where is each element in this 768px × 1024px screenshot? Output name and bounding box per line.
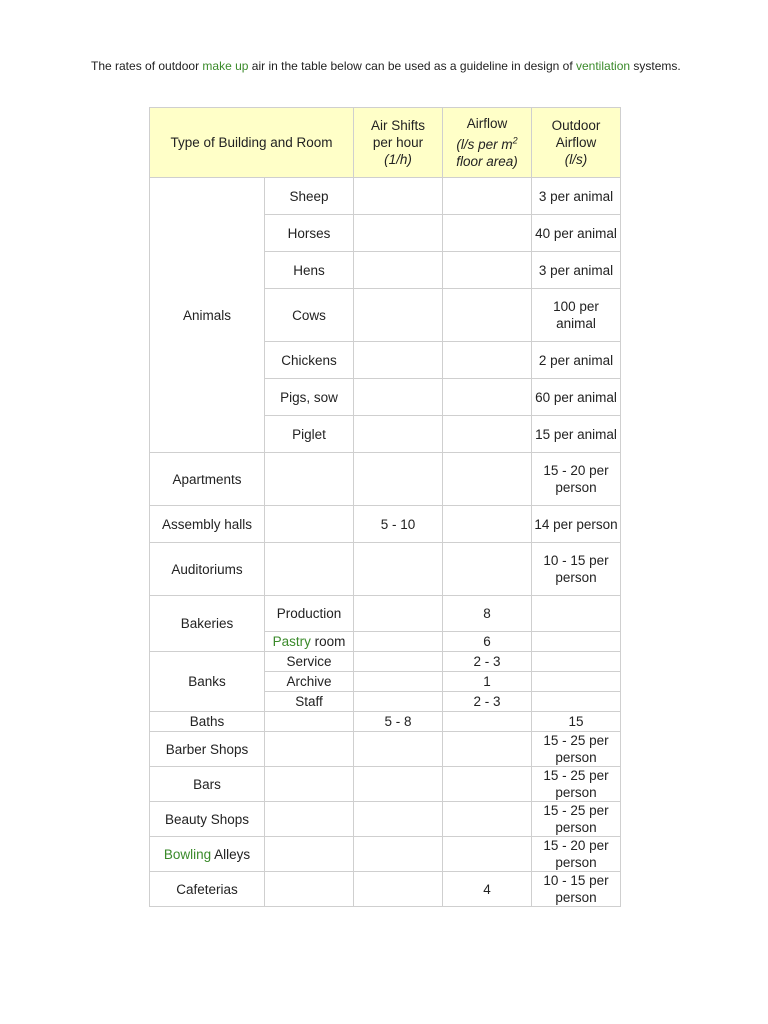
intro-text-2: air in the table below can be used as a guideline in design of (248, 59, 576, 73)
air-shifts-cell (354, 596, 443, 632)
category-cell: Cafeterias (150, 872, 265, 907)
outdoor-airflow-cell: 3 per animal (532, 252, 621, 289)
room-cell (265, 837, 354, 872)
table-row (150, 453, 621, 506)
header-air-shifts: Air Shifts per hour (1/h) (354, 108, 443, 178)
header-airflow: Airflow (l/s per $m^2$ floor area) (443, 108, 532, 178)
category-cell: Auditoriums (150, 543, 265, 596)
table-row (150, 596, 621, 632)
outdoor-airflow-cell: 40 per animal (532, 215, 621, 252)
ventilation-rates-table (149, 107, 621, 907)
room-cell (265, 802, 354, 837)
airflow-cell (443, 342, 532, 379)
intro-text-3: systems. (630, 59, 681, 73)
room-cell: Pastry room (265, 632, 354, 652)
air-shifts-cell (354, 543, 443, 596)
air-shifts-cell (354, 767, 443, 802)
airflow-cell (443, 506, 532, 543)
outdoor-airflow-cell (532, 692, 621, 712)
table-row (150, 837, 621, 872)
airflow-cell (443, 837, 532, 872)
airflow-cell (443, 215, 532, 252)
air-shifts-cell (354, 672, 443, 692)
outdoor-airflow-cell: 15 (532, 712, 621, 732)
bowling-link[interactable]: Bowling (163, 846, 212, 862)
airflow-cell: 2 - 3 (443, 692, 532, 712)
room-cell: Chickens (265, 342, 354, 379)
air-shifts-cell (354, 837, 443, 872)
table-row (150, 802, 621, 837)
room-cell (265, 712, 354, 732)
make-up-link[interactable]: make up (202, 59, 249, 73)
air-shifts-cell (354, 252, 443, 289)
room-cell: Pigs, sow (265, 379, 354, 416)
airflow-cell (443, 732, 532, 767)
outdoor-airflow-cell: 100 per animal (532, 289, 621, 342)
airflow-cell (443, 379, 532, 416)
outdoor-airflow-cell: 15 - 20 per person (532, 837, 621, 872)
outdoor-airflow-cell: 10 - 15 per person (532, 872, 621, 907)
category-cell: Barber Shops (150, 732, 265, 767)
air-shifts-cell (354, 379, 443, 416)
outdoor-airflow-cell: 60 per animal (532, 379, 621, 416)
air-shifts-cell (354, 416, 443, 453)
air-shifts-cell (354, 632, 443, 652)
air-shifts-cell (354, 732, 443, 767)
outdoor-airflow-cell: 14 per person (532, 506, 621, 543)
outdoor-airflow-cell: 3 per animal (532, 178, 621, 215)
airflow-cell: 4 (443, 872, 532, 907)
room-cell (265, 872, 354, 907)
header-type-of-building: Type of Building and Room (150, 108, 354, 178)
outdoor-airflow-cell (532, 596, 621, 632)
air-shifts-cell (354, 872, 443, 907)
airflow-cell (443, 453, 532, 506)
air-shifts-cell: 5 - 10 (354, 506, 443, 543)
air-shifts-cell: 5 - 8 (354, 712, 443, 732)
intro-text-1: The rates of outdoor (91, 59, 203, 73)
table-row (150, 506, 621, 543)
airflow-cell: 2 - 3 (443, 652, 532, 672)
table-row (150, 543, 621, 596)
airflow-cell: 6 (443, 632, 532, 652)
outdoor-airflow-cell (532, 672, 621, 692)
room-cell: Hens (265, 252, 354, 289)
outdoor-airflow-cell: 2 per animal (532, 342, 621, 379)
room-cell: Piglet (265, 416, 354, 453)
category-cell: Baths (150, 712, 265, 732)
air-shifts-cell (354, 215, 443, 252)
air-shifts-cell (354, 453, 443, 506)
category-cell: Bowling Alleys (150, 837, 265, 872)
pastry-link[interactable]: Pastry (272, 634, 311, 649)
room-cell (265, 453, 354, 506)
outdoor-airflow-cell (532, 652, 621, 672)
category-cell: Banks (150, 652, 265, 712)
air-shifts-cell (354, 652, 443, 672)
category-cell: Animals (150, 178, 265, 453)
category-cell: Bakeries (150, 596, 265, 652)
room-cell: Archive (265, 672, 354, 692)
airflow-cell (443, 712, 532, 732)
airflow-cell (443, 543, 532, 596)
room-cell (265, 767, 354, 802)
air-shifts-cell (354, 289, 443, 342)
airflow-cell (443, 802, 532, 837)
airflow-cell (443, 252, 532, 289)
air-shifts-cell (354, 692, 443, 712)
air-shifts-cell (354, 802, 443, 837)
outdoor-airflow-cell: 15 - 25 per person (532, 732, 621, 767)
outdoor-airflow-cell (532, 632, 621, 652)
outdoor-airflow-cell: 15 - 25 per person (532, 802, 621, 837)
table-header-row (150, 108, 621, 178)
table-row (150, 732, 621, 767)
table-row (150, 652, 621, 672)
room-cell (265, 506, 354, 543)
room-cell: Service (265, 652, 354, 672)
room-cell: Horses (265, 215, 354, 252)
room-cell: Sheep (265, 178, 354, 215)
air-shifts-cell (354, 342, 443, 379)
category-cell: Bars (150, 767, 265, 802)
category-cell: Assembly halls (150, 506, 265, 543)
room-cell (265, 732, 354, 767)
table-row (150, 178, 621, 215)
ventilation-link[interactable]: ventilation (576, 59, 631, 73)
table-row (150, 712, 621, 732)
category-cell: Beauty Shops (150, 802, 265, 837)
outdoor-airflow-cell: 15 - 20 per person (532, 453, 621, 506)
table-row (150, 767, 621, 802)
airflow-cell (443, 767, 532, 802)
intro-paragraph (91, 59, 691, 74)
table-row (150, 872, 621, 907)
category-cell: Apartments (150, 453, 265, 506)
room-cell (265, 543, 354, 596)
room-cell: Cows (265, 289, 354, 342)
airflow-cell (443, 289, 532, 342)
room-cell: Production (265, 596, 354, 632)
air-shifts-cell (354, 178, 443, 215)
header-outdoor-airflow: Outdoor Airflow (l/s) (532, 108, 621, 178)
airflow-cell: 1 (443, 672, 532, 692)
outdoor-airflow-cell: 15 per animal (532, 416, 621, 453)
outdoor-airflow-cell: 15 - 25 per person (532, 767, 621, 802)
airflow-cell (443, 178, 532, 215)
airflow-cell (443, 416, 532, 453)
airflow-cell: 8 (443, 596, 532, 632)
outdoor-airflow-cell: 10 - 15 per person (532, 543, 621, 596)
room-cell: Staff (265, 692, 354, 712)
